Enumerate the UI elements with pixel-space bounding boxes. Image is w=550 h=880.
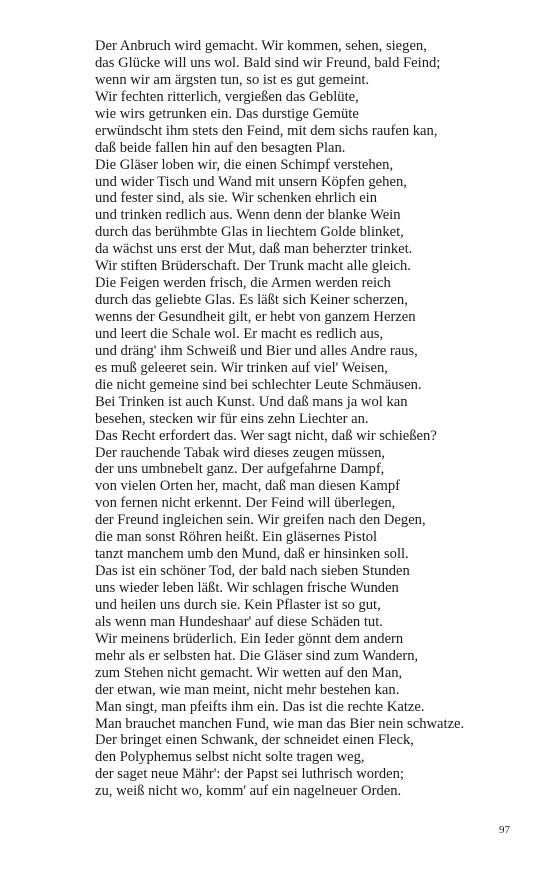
poem-line: der etwan, wie man meint, nicht mehr bestehen kan. (95, 681, 400, 698)
poem-line: wie wirs getrunken ein. Das durstige Gemüte (95, 105, 359, 122)
poem-line: zum Stehen nicht gemacht. Wir wetten auf den Man, (95, 664, 403, 681)
poem-line: Man singt, man pfeifts ihm ein. Das ist die rechte Katze. (95, 698, 425, 715)
poem-line: durch das berühmbte Glas in liechtem Golde blinket, (95, 224, 404, 241)
poem-line: Der rauchende Tabak wird dieses zeugen müssen, (95, 444, 386, 461)
poem-line: Man brauchet manchen Fund, wie man das Bier nein schwatze. (95, 715, 465, 732)
poem-line: tanzt manchem umb den Mund, daß er hinsinken soll. (95, 546, 409, 563)
poem-line: und wider Tisch und Wand mit unsern Köpfen gehen, (95, 173, 407, 190)
poem-line: Wir fechten ritterlich, vergießen das Geblüte, (95, 88, 359, 105)
poem-line: daß beide fallen hin auf den besagten Plan. (95, 139, 346, 156)
poem-line: zu, weiß nicht wo, komm' auf ein nagelneuer Orden. (95, 783, 402, 800)
poem-line: Das Recht erfordert das. Wer sagt nicht, daß wir schießen? (95, 427, 437, 444)
poem-line: Wir stiften Brüderschaft. Der Trunk macht alle gleich. (95, 258, 411, 275)
poem-line: den Polyphemus selbst nicht solte tragen weg, (95, 749, 365, 766)
poem-line: und trinken redlich aus. Wenn denn der blanke Wein (95, 207, 401, 224)
poem-line: Wir meinens brüderlich. Ein Ieder gönnt dem andern (95, 630, 404, 647)
poem-line: uns wieder leben läßt. Wir schlagen frische Wunden (95, 580, 399, 596)
poem-line: und heilen uns durch sie. Kein Pflaster ist so gut, (95, 596, 381, 613)
poem-line: Der Anbruch wird gemacht. Wir kommen, sehen, siegen, (95, 38, 427, 54)
poem-line: Bei Trinken ist auch Kunst. Und daß mans ja wol kan (95, 393, 408, 410)
poem-text (95, 38, 535, 800)
poem-line: wenns der Gesundheit gilt, er hebt von ganzem Herzen (95, 309, 416, 325)
poem-line: da wächst uns erst der Mut, daß man beherzter trinket. (95, 241, 413, 258)
page-number: 97 (499, 824, 510, 836)
poem-line: der Freund ingleichen sein. Wir greifen nach den Degen, (95, 512, 426, 529)
poem-line: die man sonst Röhren heißt. Ein gläsernes Pistol (95, 529, 378, 546)
poem-line: als wenn man Hundeshaar' auf diese Schäden tut. (95, 613, 383, 630)
poem-line: von vielen Orten her, macht, daß man diesen Kampf (95, 478, 400, 495)
poem-line: mehr als er selbsten hat. Die Gläser sind zum Wandern, (95, 647, 419, 664)
poem-line: und dräng' ihm Schweiß und Bier und alles Andre raus, (95, 342, 418, 359)
poem-line: von fernen nicht erkennt. Der Feind will überlegen, (95, 495, 396, 512)
poem-line: Das ist ein schöner Tod, der bald nach sieben Stunden (95, 563, 410, 580)
poem-line: der saget neue Mähr': der Papst sei luthrisch worden; (95, 766, 405, 783)
poem-line: und fester sind, als sie. Wir schenken ehrlich ein (95, 190, 378, 207)
poem-line: Die Gläser loben wir, die einen Schimpf verstehen, (95, 156, 394, 173)
poem-line: erwündscht ihm stets den Feind, mit dem sichs raufen kan, (95, 122, 438, 139)
poem-line: das Glücke will uns wol. Bald sind wir Freund, bald Feind; (95, 54, 441, 71)
poem-line: der uns umbnebelt ganz. Der aufgefahrne Dampf, (95, 461, 385, 478)
poem-line: durch das geliebte Glas. Es läßt sich Keiner scherzen, (95, 292, 408, 309)
poem-line: besehen, stecken wir für eins zehn Liechter an. (95, 410, 369, 427)
poem-line: und leert die Schale wol. Er macht es redlich aus, (95, 325, 384, 342)
poem-line: die nicht gemeine sind bei schlechter Leute Schmäusen. (95, 376, 422, 393)
poem-line: wenn wir am ärgsten tun, so ist es gut gemeint. (95, 71, 370, 88)
poem-line: Der bringet einen Schwank, der schneidet einen Fleck, (95, 732, 414, 749)
poem-line: es muß geleeret sein. Wir trinken auf viel' Weisen, (95, 359, 388, 376)
poem-line: Die Feigen werden frisch, die Armen werden reich (95, 275, 391, 292)
